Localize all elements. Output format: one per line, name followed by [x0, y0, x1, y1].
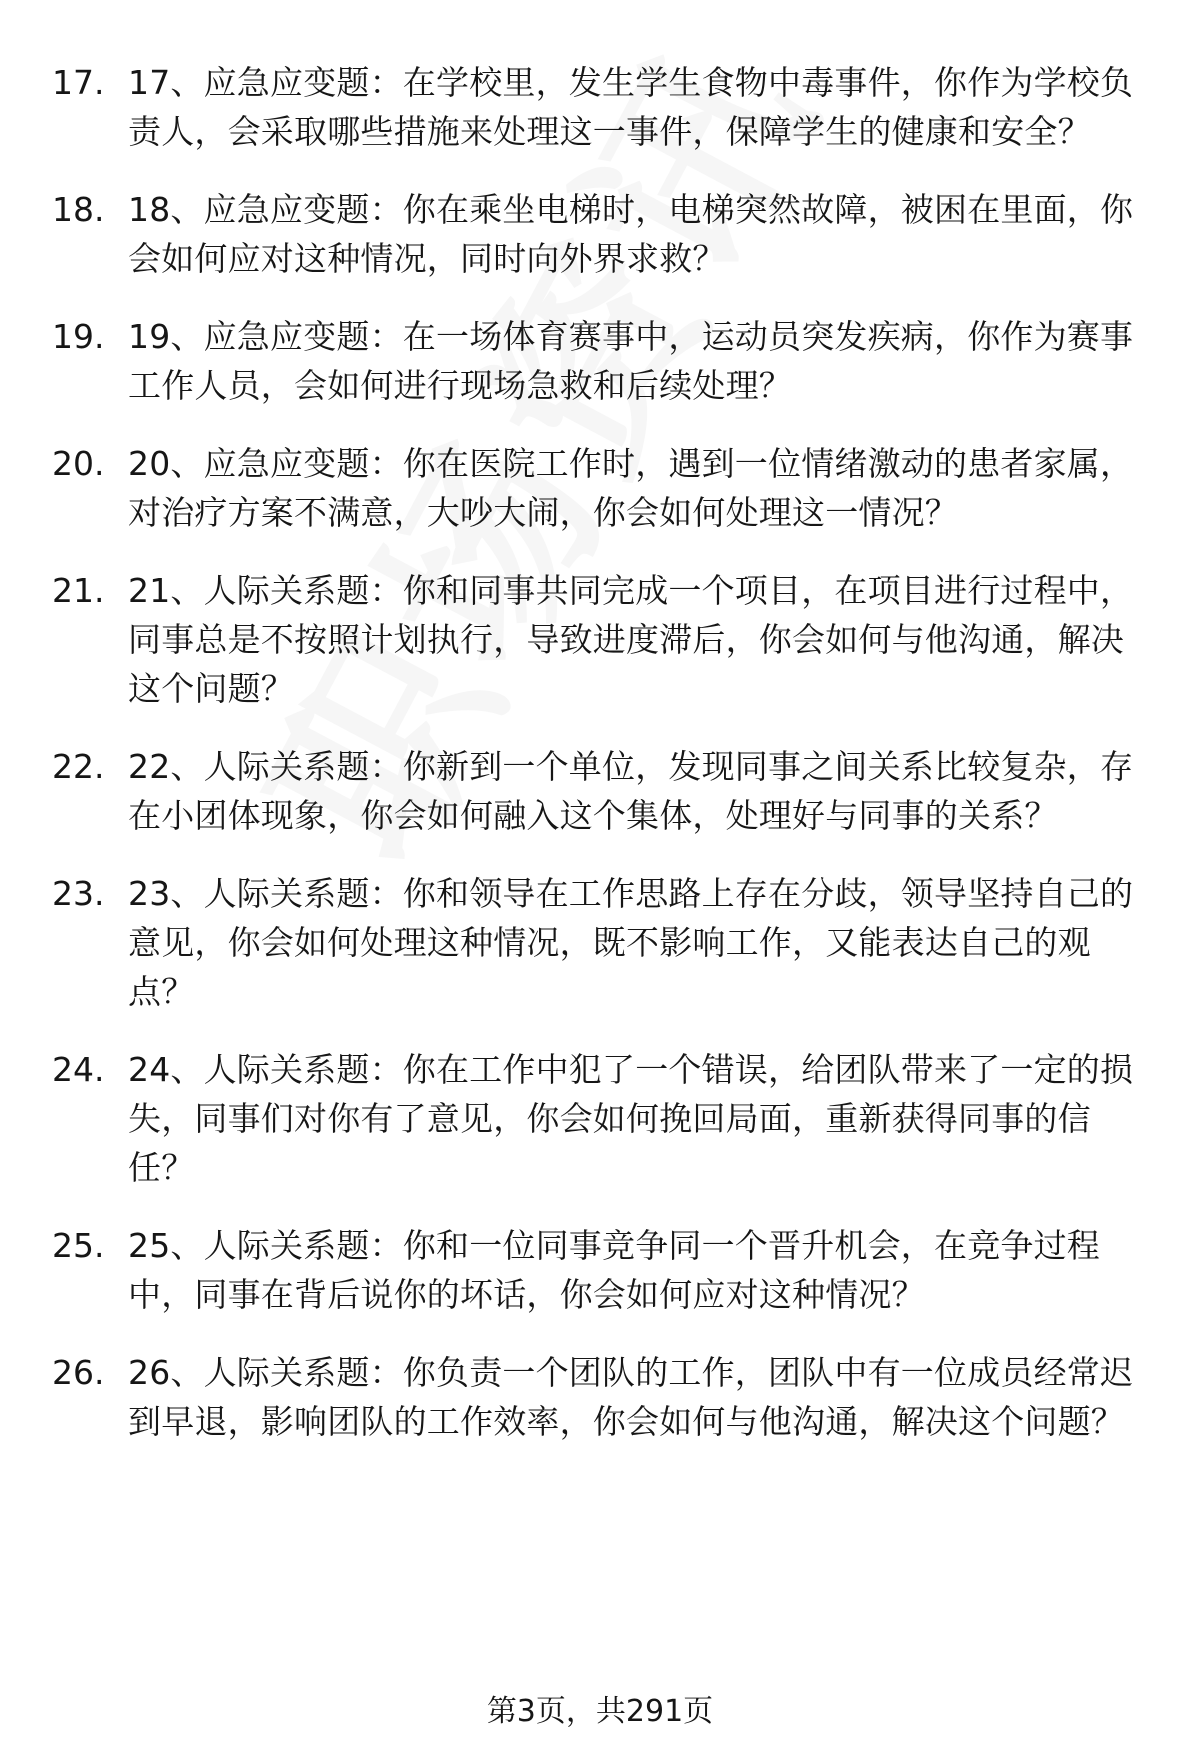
page-footer — [0, 1692, 1200, 1732]
question-number: 23. — [52, 874, 105, 913]
question-number: 17. — [52, 63, 105, 102]
question-text: 23、人际关系题：你和领导在工作思路上存在分歧，领导坚持自己的意见，你会如何处理这种情况，既不影响工作，又能表达自己的观点？ — [128, 874, 1134, 1011]
question-number: 18. — [52, 190, 105, 229]
list-item — [52, 312, 1152, 410]
question-number: 20. — [52, 444, 105, 483]
question-list — [52, 58, 1152, 1475]
list-item — [52, 439, 1152, 537]
list-item — [52, 869, 1152, 1016]
list-item — [52, 566, 1152, 713]
question-text: 20、应急应变题：你在医院工作时，遇到一位情绪激动的患者家属，对治疗方案不满意，大吵大闹，你会如何处理这一情况？ — [128, 444, 1134, 532]
list-item — [52, 742, 1152, 840]
question-text: 25、人际关系题：你和一位同事竞争同一个晋升机会，在竞争过程中，同事在背后说你的坏话，你会如何应对这种情况？ — [128, 1226, 1100, 1314]
list-item — [52, 1348, 1152, 1446]
question-number: 25. — [52, 1226, 105, 1265]
question-number: 22. — [52, 747, 105, 786]
list-item — [52, 58, 1152, 156]
page-number-label: 第3页，共291页 — [486, 1694, 714, 1729]
question-number: 21. — [52, 571, 105, 610]
list-item — [52, 185, 1152, 283]
list-item — [52, 1045, 1152, 1192]
question-number: 19. — [52, 317, 105, 356]
question-text: 26、人际关系题：你负责一个团队的工作，团队中有一位成员经常迟到早退，影响团队的工作效率，你会如何与他沟通，解决这个问题？ — [128, 1353, 1134, 1441]
question-text: 21、人际关系题：你和同事共同完成一个项目，在项目进行过程中，同事总是不按照计划执行，导致进度滞后，你会如何与他沟通，解决这个问题？ — [128, 571, 1134, 708]
question-number: 26. — [52, 1353, 105, 1392]
question-text: 17、应急应变题：在学校里，发生学生食物中毒事件，你作为学校负责人，会采取哪些措施来处理这一事件，保障学生的健康和安全？ — [128, 63, 1134, 151]
list-item — [52, 1221, 1152, 1319]
question-number: 24. — [52, 1050, 105, 1089]
question-text: 18、应急应变题：你在乘坐电梯时，电梯突然故障，被困在里面，你会如何应对这种情况，同时向外界求救？ — [128, 190, 1134, 278]
question-text: 19、应急应变题：在一场体育赛事中，运动员突发疾病，你作为赛事工作人员，会如何进行现场急救和后续处理？ — [128, 317, 1134, 405]
question-text: 24、人际关系题：你在工作中犯了一个错误，给团队带来了一定的损失，同事们对你有了意见，你会如何挽回局面，重新获得同事的信任？ — [128, 1050, 1134, 1187]
question-text: 22、人际关系题：你新到一个单位，发现同事之间关系比较复杂，存在小团体现象，你会如何融入这个集体，处理好与同事的关系？ — [128, 747, 1134, 835]
